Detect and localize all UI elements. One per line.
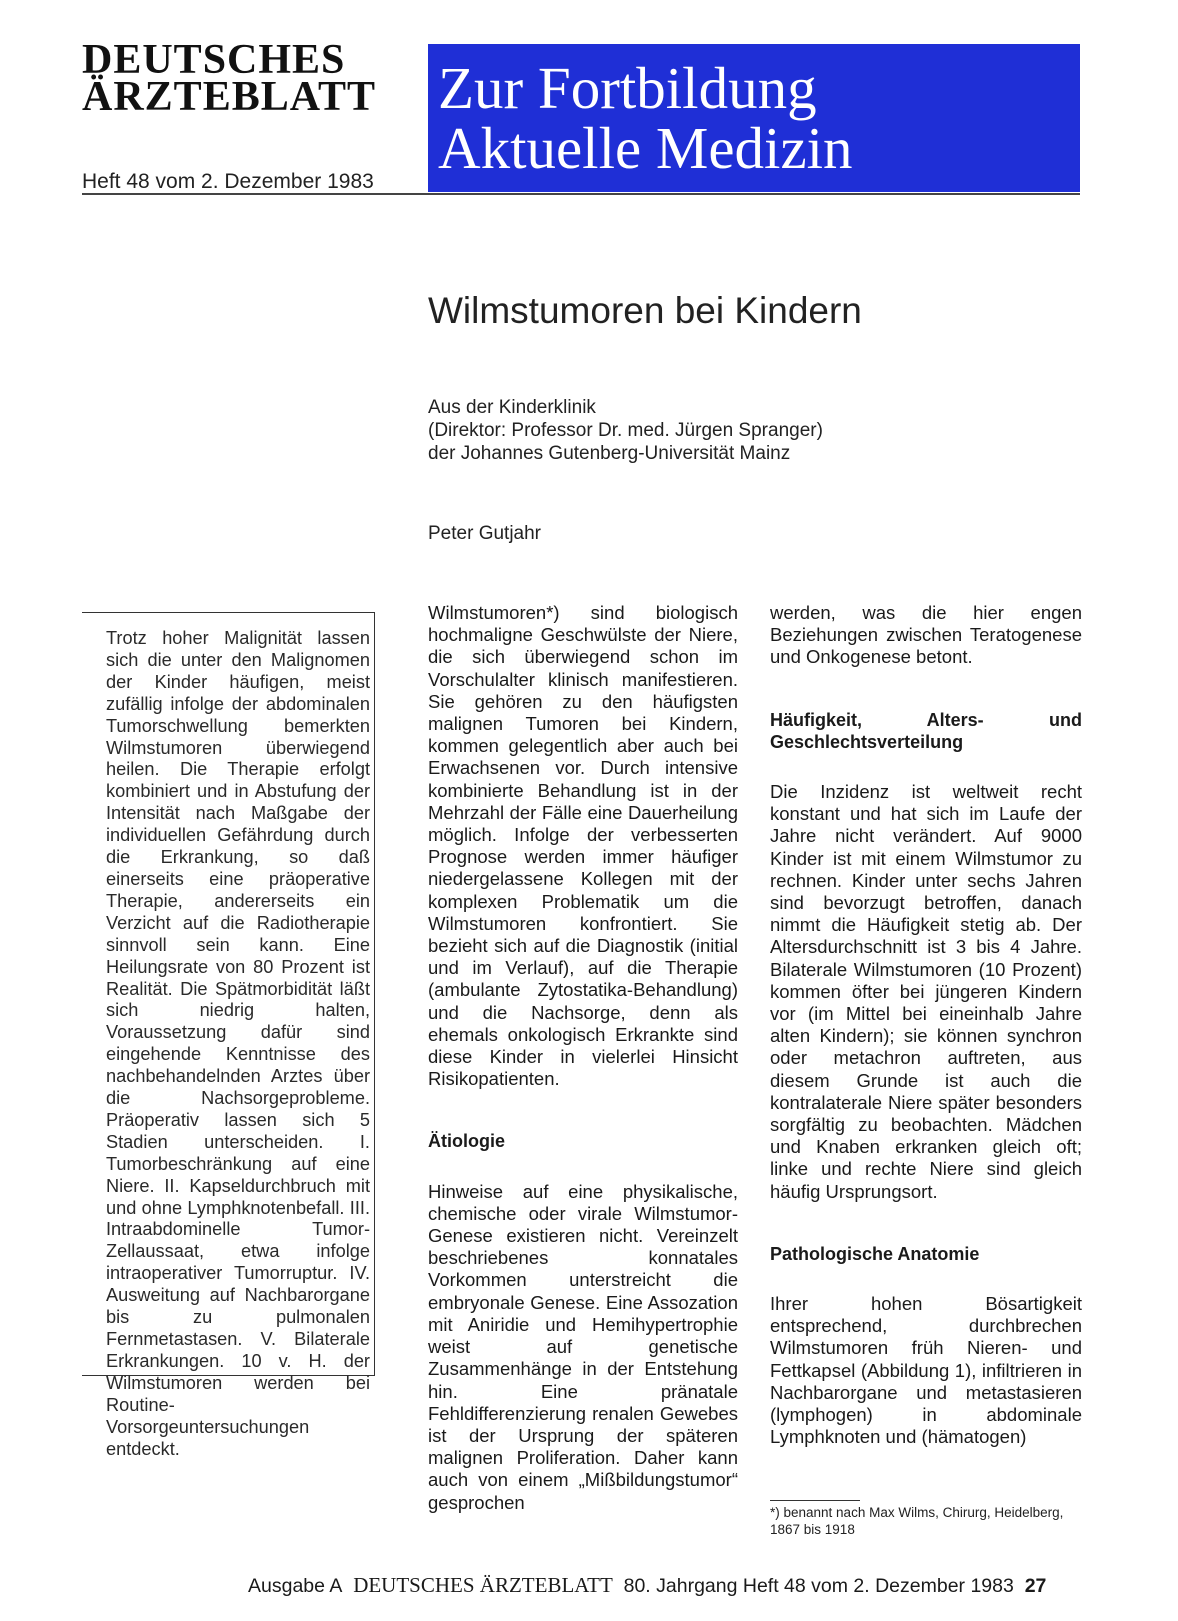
footer-edition: Ausgabe A [248, 1575, 343, 1597]
affiliation-line: (Direktor: Professor Dr. med. Jürgen Spranger) [428, 420, 823, 441]
continuation-paragraph: werden, was die hier engen Beziehungen zwischen Teratogenese und Onkogenese betont. [770, 602, 1082, 668]
text-column-2 [428, 602, 738, 1514]
section-heading-aetiologie: Ätiologie [428, 1131, 505, 1152]
aetiologie-paragraph: Hinweise auf eine physikalische, chemische oder virale Wilmstumor-Genese existieren nicht. Vereinzelt beschriebenes konnatales Vorkommen unterstreicht die embryonale Genese. Eine Assozation mit Aniridie und Hemihypertrophie weist auf genetische Zusammenhänge in der Entstehung hin. Eine pränatale Fehldifferenzierung renalen Gewebes ist der Ursprung der späteren malignen Proliferation. Daher kann auch von einem „Mißbildungstumor“ gesprochen [428, 1180, 738, 1513]
journal-masthead [82, 37, 402, 120]
footnote-rule [770, 1500, 860, 1501]
affiliation [428, 396, 823, 465]
page-number: 27 [1024, 1575, 1047, 1597]
abstract-column [106, 628, 370, 1460]
text-column-3 [770, 602, 1082, 1449]
page-footer [248, 1573, 1046, 1598]
section-heading-haeufigkeit: Häufigkeit, Alters- und Geschlechtsverteilung [770, 709, 1082, 752]
banner-line-2: Aktuelle Medizin [438, 115, 853, 181]
header-rule [82, 193, 1080, 195]
intro-paragraph: Wilmstumoren*) sind biologisch hochmaligne Geschwülste der Niere, die sich überwiegend schon im Vorschulalter klinisch manifestieren. Sie gehören zu den häufigsten malignen Tumoren bei Kindern, kommen gelegentlich aber auch bei Erwachsenen vor. Durch intensive kombinierte Behandlung ist in der Mehrzahl der Fälle eine Dauerheilung möglich. Infolge der verbesserten Prognose werden immer häufiger niedergelassene Kollegen mit der komplexen Problematik um die Wilmstumoren konfrontiert. Sie bezieht sich auf die Diagnostik (initial und im Verlauf), auf die Therapie (ambulante Zytostatika-Behandlung) und die Nachsorge, denn als ehemals onkologisch Erkrankte sind diese Kinder in vielerlei Hinsicht Risikopatienten. [428, 602, 738, 1090]
masthead-line-1: DEUTSCHES [82, 37, 346, 83]
haeufigkeit-paragraph: Die Inzidenz ist weltweit recht konstant und hat sich im Laufe der Jahre nicht verändert. Auf 9000 Kinder ist mit einem Wilmstumor zu rechnen. Kinder unter sechs Jahren sind bevorzugt betroffen, danach nimmt die Häufigkeit stetig ab. Der Altersdurchschnitt ist 3 bis 4 Jahre. Bilaterale Wilmstumoren (10 Prozent) kommen öfter bei jüngeren Kindern vor (im Mittel bei eineinhalb Jahre alten Kindern); sie können synchron oder metachron auftreten, aus diesem Grunde ist auch die kontralaterale Niere später besonders sorgfältig zu beobachten. Mädchen und Knaben erkranken gleich oft; linke und rechte Niere sind gleich häufig Ursprungsort. [770, 781, 1082, 1202]
section-banner [428, 44, 1080, 192]
section-heading-pathologie: Pathologische Anatomie [770, 1243, 980, 1264]
affiliation-line: der Johannes Gutenberg-Universität Mainz [428, 443, 791, 464]
article-title: Wilmstumoren bei Kindern [428, 290, 862, 331]
footnote: *) benannt nach Max Wilms, Chirurg, Heidelberg, 1867 bis 1918 [770, 1505, 1064, 1537]
abstract-text: Trotz hoher Malignität lassen sich die unter den Malignomen der Kinder häufigen, meist zufällig infolge der abdominalen Tumorschwellung bemerkten Wilmstumoren überwiegend heilen. Die Therapie erfolgt kombiniert und in Abstufung der Intensität nach Maßgabe der individuellen Gefährdung durch die Erkrankung, so daß einerseits eine präoperative Therapie, andererseits ein Verzicht auf die Radiotherapie sinnvoll sein kann. Eine Heilungsrate von 80 Prozent ist Realität. Die Spätmorbidität läßt sich niedrig halten, Voraussetzung dafür sind eingehende Kenntnisse des nachbehandelnden Arztes über die Nachsorgeprobleme. Präoperativ lassen sich 5 Stadien unterscheiden. I. Tumorbeschränkung auf eine Niere. II. Kapseldurchbruch mit und ohne Lymphknotenbefall. III. Intraabdominelle Tumor-Zellaussaat, etwa infolge intraoperativer Tumorruptur. IV. Ausweitung auf Nachbarorgane bis zu pulmonalen Fernmetastasen. V. Bilaterale Erkrankungen. 10 v. H. der Wilmstumoren werden bei Routine-Vorsorgeuntersuchungen entdeckt. [106, 628, 370, 1459]
footer-journal: DEUTSCHES ÄRZTEBLATT [353, 1573, 613, 1597]
pathologie-paragraph: Ihrer hohen Bösartigkeit entsprechend, durchbrechen Wilmstumoren früh Nieren- und Fettkapsel (Abbildung 1), infiltrieren in Nachbarorgane und metastasieren (lymphogen) in abdominale Lymphknoten und (hämatogen) [770, 1293, 1082, 1448]
footer-volume: 80. Jahrgang Heft 48 vom 2. Dezember 1983 [623, 1575, 1014, 1597]
banner-line-1: Zur Fortbildung [438, 55, 817, 121]
author-name: Peter Gutjahr [428, 523, 541, 544]
affiliation-line: Aus der Kinderklinik [428, 397, 596, 418]
masthead-line-2: ÄRZTEBLATT [82, 74, 376, 120]
issue-line: Heft 48 vom 2. Dezember 1983 [82, 170, 374, 193]
